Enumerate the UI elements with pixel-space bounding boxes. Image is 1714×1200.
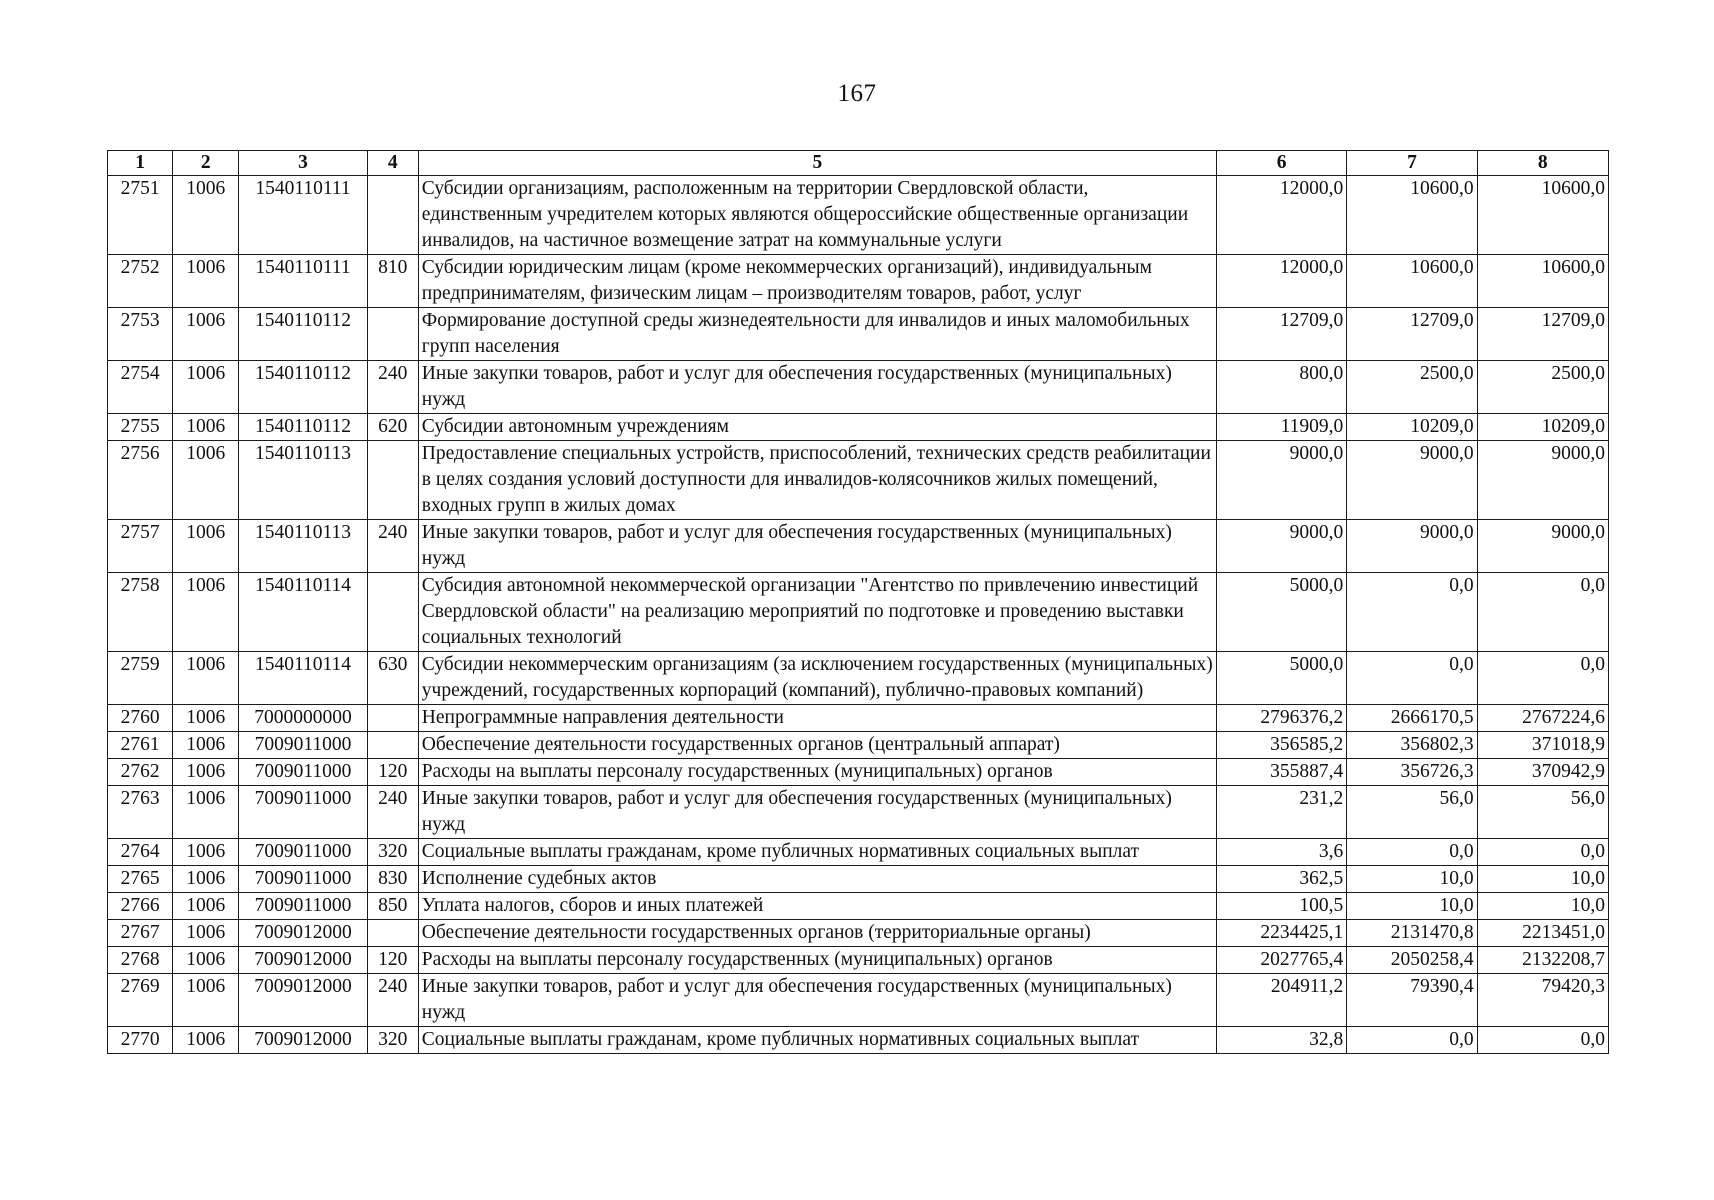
item-name-cell: Расходы на выплаты персоналу государственных (муниципальных) органов	[418, 947, 1216, 974]
amount-col6-cell: 3,6	[1216, 839, 1346, 866]
target-article-cell: 7009011000	[239, 786, 367, 839]
expense-type-cell	[367, 308, 418, 361]
row-number-cell: 2752	[108, 255, 173, 308]
amount-col8-cell: 371018,9	[1477, 732, 1608, 759]
target-article-cell: 1540110113	[239, 520, 367, 573]
amount-col6-cell: 100,5	[1216, 893, 1346, 920]
amount-col6-cell: 12709,0	[1216, 308, 1346, 361]
table-row	[108, 705, 1609, 732]
target-article-cell: 1540110111	[239, 176, 367, 255]
section-code-cell: 1006	[173, 705, 239, 732]
amount-col6-cell: 12000,0	[1216, 255, 1346, 308]
expense-type-cell	[367, 732, 418, 759]
amount-col6-cell: 356585,2	[1216, 732, 1346, 759]
expense-type-cell: 830	[367, 866, 418, 893]
amount-col6-cell: 204911,2	[1216, 974, 1346, 1027]
amount-col6-cell: 2027765,4	[1216, 947, 1346, 974]
amount-col7-cell: 12709,0	[1347, 308, 1477, 361]
amount-col6-cell: 5000,0	[1216, 652, 1346, 705]
item-name-cell: Обеспечение деятельности государственных органов (центральный аппарат)	[418, 732, 1216, 759]
item-name-cell: Иные закупки товаров, работ и услуг для обеспечения государственных (муниципальных) нужд	[418, 786, 1216, 839]
expense-type-cell	[367, 573, 418, 652]
expense-type-cell: 630	[367, 652, 418, 705]
table-row	[108, 308, 1609, 361]
section-code-cell: 1006	[173, 361, 239, 414]
amount-col8-cell: 2767224,6	[1477, 705, 1608, 732]
row-number-cell: 2757	[108, 520, 173, 573]
target-article-cell: 7000000000	[239, 705, 367, 732]
row-number-cell: 2762	[108, 759, 173, 786]
amount-col7-cell: 356802,3	[1347, 732, 1477, 759]
item-name-cell: Исполнение судебных актов	[418, 866, 1216, 893]
table-row	[108, 573, 1609, 652]
item-name-cell: Субсидии некоммерческим организациям (за исключением государственных (муниципальных) учреждений, государственных корпораций (компаний), публично-правовых компаний)	[418, 652, 1216, 705]
item-name-cell: Расходы на выплаты персоналу государственных (муниципальных) органов	[418, 759, 1216, 786]
amount-col8-cell: 2132208,7	[1477, 947, 1608, 974]
table-row	[108, 947, 1609, 974]
expense-type-cell: 240	[367, 361, 418, 414]
section-code-cell: 1006	[173, 839, 239, 866]
amount-col6-cell: 32,8	[1216, 1027, 1346, 1054]
table-row	[108, 786, 1609, 839]
amount-col7-cell: 2666170,5	[1347, 705, 1477, 732]
amount-col8-cell: 370942,9	[1477, 759, 1608, 786]
section-code-cell: 1006	[173, 652, 239, 705]
amount-col8-cell: 10600,0	[1477, 176, 1608, 255]
expense-type-cell: 320	[367, 1027, 418, 1054]
section-code-cell: 1006	[173, 759, 239, 786]
column-header: 5	[418, 151, 1216, 176]
table-row	[108, 176, 1609, 255]
target-article-cell: 1540110112	[239, 414, 367, 441]
expense-type-cell: 120	[367, 947, 418, 974]
target-article-cell: 7009011000	[239, 732, 367, 759]
expense-type-cell	[367, 176, 418, 255]
table-row	[108, 1027, 1609, 1054]
expense-type-cell: 620	[367, 414, 418, 441]
section-code-cell: 1006	[173, 441, 239, 520]
header-row	[108, 151, 1609, 176]
expense-type-cell: 240	[367, 786, 418, 839]
item-name-cell: Предоставление специальных устройств, приспособлений, технических средств реабилитации в целях создания условий доступности для инвалидов-колясочников жилых помещений, входных групп в жилых домах	[418, 441, 1216, 520]
amount-col6-cell: 362,5	[1216, 866, 1346, 893]
section-code-cell: 1006	[173, 573, 239, 652]
section-code-cell: 1006	[173, 947, 239, 974]
expense-type-cell	[367, 441, 418, 520]
table-row	[108, 732, 1609, 759]
section-code-cell: 1006	[173, 520, 239, 573]
amount-col8-cell: 12709,0	[1477, 308, 1608, 361]
section-code-cell: 1006	[173, 974, 239, 1027]
item-name-cell: Субсидии автономным учреждениям	[418, 414, 1216, 441]
expense-type-cell: 850	[367, 893, 418, 920]
amount-col6-cell: 9000,0	[1216, 441, 1346, 520]
column-header: 7	[1347, 151, 1477, 176]
section-code-cell: 1006	[173, 866, 239, 893]
column-header: 1	[108, 151, 173, 176]
section-code-cell: 1006	[173, 732, 239, 759]
section-code-cell: 1006	[173, 920, 239, 947]
amount-col7-cell: 356726,3	[1347, 759, 1477, 786]
target-article-cell: 7009012000	[239, 974, 367, 1027]
target-article-cell: 7009011000	[239, 839, 367, 866]
expense-type-cell: 810	[367, 255, 418, 308]
amount-col6-cell: 355887,4	[1216, 759, 1346, 786]
amount-col6-cell: 231,2	[1216, 786, 1346, 839]
amount-col6-cell: 800,0	[1216, 361, 1346, 414]
amount-col7-cell: 9000,0	[1347, 520, 1477, 573]
amount-col7-cell: 79390,4	[1347, 974, 1477, 1027]
amount-col7-cell: 0,0	[1347, 839, 1477, 866]
amount-col6-cell: 12000,0	[1216, 176, 1346, 255]
table-row	[108, 255, 1609, 308]
row-number-cell: 2770	[108, 1027, 173, 1054]
table-row	[108, 893, 1609, 920]
table-header	[108, 151, 1609, 176]
table-row	[108, 866, 1609, 893]
amount-col8-cell: 2213451,0	[1477, 920, 1608, 947]
table-row	[108, 520, 1609, 573]
row-number-cell: 2756	[108, 441, 173, 520]
section-code-cell: 1006	[173, 893, 239, 920]
item-name-cell: Формирование доступной среды жизнедеятельности для инвалидов и иных маломобильных групп населения	[418, 308, 1216, 361]
table-row	[108, 839, 1609, 866]
section-code-cell: 1006	[173, 255, 239, 308]
target-article-cell: 7009012000	[239, 1027, 367, 1054]
table-row	[108, 759, 1609, 786]
column-header: 2	[173, 151, 239, 176]
amount-col7-cell: 10600,0	[1347, 176, 1477, 255]
column-header: 6	[1216, 151, 1346, 176]
target-article-cell: 1540110114	[239, 573, 367, 652]
amount-col8-cell: 10600,0	[1477, 255, 1608, 308]
expense-type-cell	[367, 920, 418, 947]
row-number-cell: 2755	[108, 414, 173, 441]
row-number-cell: 2761	[108, 732, 173, 759]
row-number-cell: 2758	[108, 573, 173, 652]
amount-col6-cell: 5000,0	[1216, 573, 1346, 652]
row-number-cell: 2763	[108, 786, 173, 839]
section-code-cell: 1006	[173, 308, 239, 361]
amount-col8-cell: 2500,0	[1477, 361, 1608, 414]
target-article-cell: 1540110112	[239, 308, 367, 361]
amount-col8-cell: 0,0	[1477, 1027, 1608, 1054]
amount-col6-cell: 2234425,1	[1216, 920, 1346, 947]
table-row	[108, 361, 1609, 414]
item-name-cell: Обеспечение деятельности государственных органов (территориальные органы)	[418, 920, 1216, 947]
column-header: 3	[239, 151, 367, 176]
amount-col8-cell: 10209,0	[1477, 414, 1608, 441]
amount-col6-cell: 11909,0	[1216, 414, 1346, 441]
item-name-cell: Иные закупки товаров, работ и услуг для обеспечения государственных (муниципальных) нужд	[418, 520, 1216, 573]
expense-type-cell	[367, 705, 418, 732]
amount-col8-cell: 56,0	[1477, 786, 1608, 839]
section-code-cell: 1006	[173, 1027, 239, 1054]
budget-table	[107, 150, 1609, 1054]
amount-col8-cell: 10,0	[1477, 866, 1608, 893]
item-name-cell: Иные закупки товаров, работ и услуг для обеспечения государственных (муниципальных) нужд	[418, 361, 1216, 414]
amount-col7-cell: 10,0	[1347, 866, 1477, 893]
expense-type-cell: 320	[367, 839, 418, 866]
amount-col7-cell: 0,0	[1347, 573, 1477, 652]
column-header: 4	[367, 151, 418, 176]
row-number-cell: 2759	[108, 652, 173, 705]
target-article-cell: 1540110113	[239, 441, 367, 520]
target-article-cell: 7009011000	[239, 866, 367, 893]
amount-col7-cell: 2131470,8	[1347, 920, 1477, 947]
table-body	[108, 176, 1609, 1054]
row-number-cell: 2764	[108, 839, 173, 866]
expense-type-cell: 120	[367, 759, 418, 786]
row-number-cell: 2753	[108, 308, 173, 361]
amount-col8-cell: 79420,3	[1477, 974, 1608, 1027]
amount-col7-cell: 56,0	[1347, 786, 1477, 839]
section-code-cell: 1006	[173, 414, 239, 441]
item-name-cell: Субсидия автономной некоммерческой организации "Агентство по привлечению инвестиций Свердловской области" на реализацию мероприятий по подготовке и проведению выставки социальных технологий	[418, 573, 1216, 652]
table-row	[108, 441, 1609, 520]
target-article-cell: 1540110112	[239, 361, 367, 414]
item-name-cell: Непрограммные направления деятельности	[418, 705, 1216, 732]
target-article-cell: 1540110114	[239, 652, 367, 705]
expense-type-cell: 240	[367, 520, 418, 573]
target-article-cell: 7009012000	[239, 920, 367, 947]
amount-col8-cell: 0,0	[1477, 839, 1608, 866]
target-article-cell: 7009011000	[239, 759, 367, 786]
amount-col7-cell: 0,0	[1347, 652, 1477, 705]
row-number-cell: 2769	[108, 974, 173, 1027]
amount-col7-cell: 10,0	[1347, 893, 1477, 920]
item-name-cell: Иные закупки товаров, работ и услуг для обеспечения государственных (муниципальных) нужд	[418, 974, 1216, 1027]
expense-type-cell: 240	[367, 974, 418, 1027]
amount-col7-cell: 10209,0	[1347, 414, 1477, 441]
row-number-cell: 2767	[108, 920, 173, 947]
item-name-cell: Социальные выплаты гражданам, кроме публичных нормативных социальных выплат	[418, 839, 1216, 866]
row-number-cell: 2765	[108, 866, 173, 893]
row-number-cell: 2766	[108, 893, 173, 920]
row-number-cell: 2760	[108, 705, 173, 732]
target-article-cell: 7009011000	[239, 893, 367, 920]
amount-col7-cell: 10600,0	[1347, 255, 1477, 308]
section-code-cell: 1006	[173, 176, 239, 255]
table-row	[108, 920, 1609, 947]
amount-col8-cell: 10,0	[1477, 893, 1608, 920]
table-row	[108, 974, 1609, 1027]
target-article-cell: 7009012000	[239, 947, 367, 974]
row-number-cell: 2754	[108, 361, 173, 414]
amount-col8-cell: 9000,0	[1477, 441, 1608, 520]
row-number-cell: 2768	[108, 947, 173, 974]
section-code-cell: 1006	[173, 786, 239, 839]
target-article-cell: 1540110111	[239, 255, 367, 308]
row-number-cell: 2751	[108, 176, 173, 255]
amount-col7-cell: 9000,0	[1347, 441, 1477, 520]
amount-col8-cell: 0,0	[1477, 652, 1608, 705]
table-row	[108, 652, 1609, 705]
column-header: 8	[1477, 151, 1608, 176]
amount-col8-cell: 0,0	[1477, 573, 1608, 652]
amount-col8-cell: 9000,0	[1477, 520, 1608, 573]
item-name-cell: Уплата налогов, сборов и иных платежей	[418, 893, 1216, 920]
table-row	[108, 414, 1609, 441]
amount-col7-cell: 2500,0	[1347, 361, 1477, 414]
item-name-cell: Субсидии организациям, расположенным на территории Свердловской области, единственным учредителем которых являются общероссийские общественные организации инвалидов, на частичное возмещение затрат на коммунальные услуги	[418, 176, 1216, 255]
amount-col6-cell: 9000,0	[1216, 520, 1346, 573]
amount-col7-cell: 2050258,4	[1347, 947, 1477, 974]
page-number: 167	[837, 80, 877, 107]
amount-col7-cell: 0,0	[1347, 1027, 1477, 1054]
amount-col6-cell: 2796376,2	[1216, 705, 1346, 732]
item-name-cell: Субсидии юридическим лицам (кроме некоммерческих организаций), индивидуальным предпринимателям, физическим лицам – производителям товаров, работ, услуг	[418, 255, 1216, 308]
item-name-cell: Социальные выплаты гражданам, кроме публичных нормативных социальных выплат	[418, 1027, 1216, 1054]
